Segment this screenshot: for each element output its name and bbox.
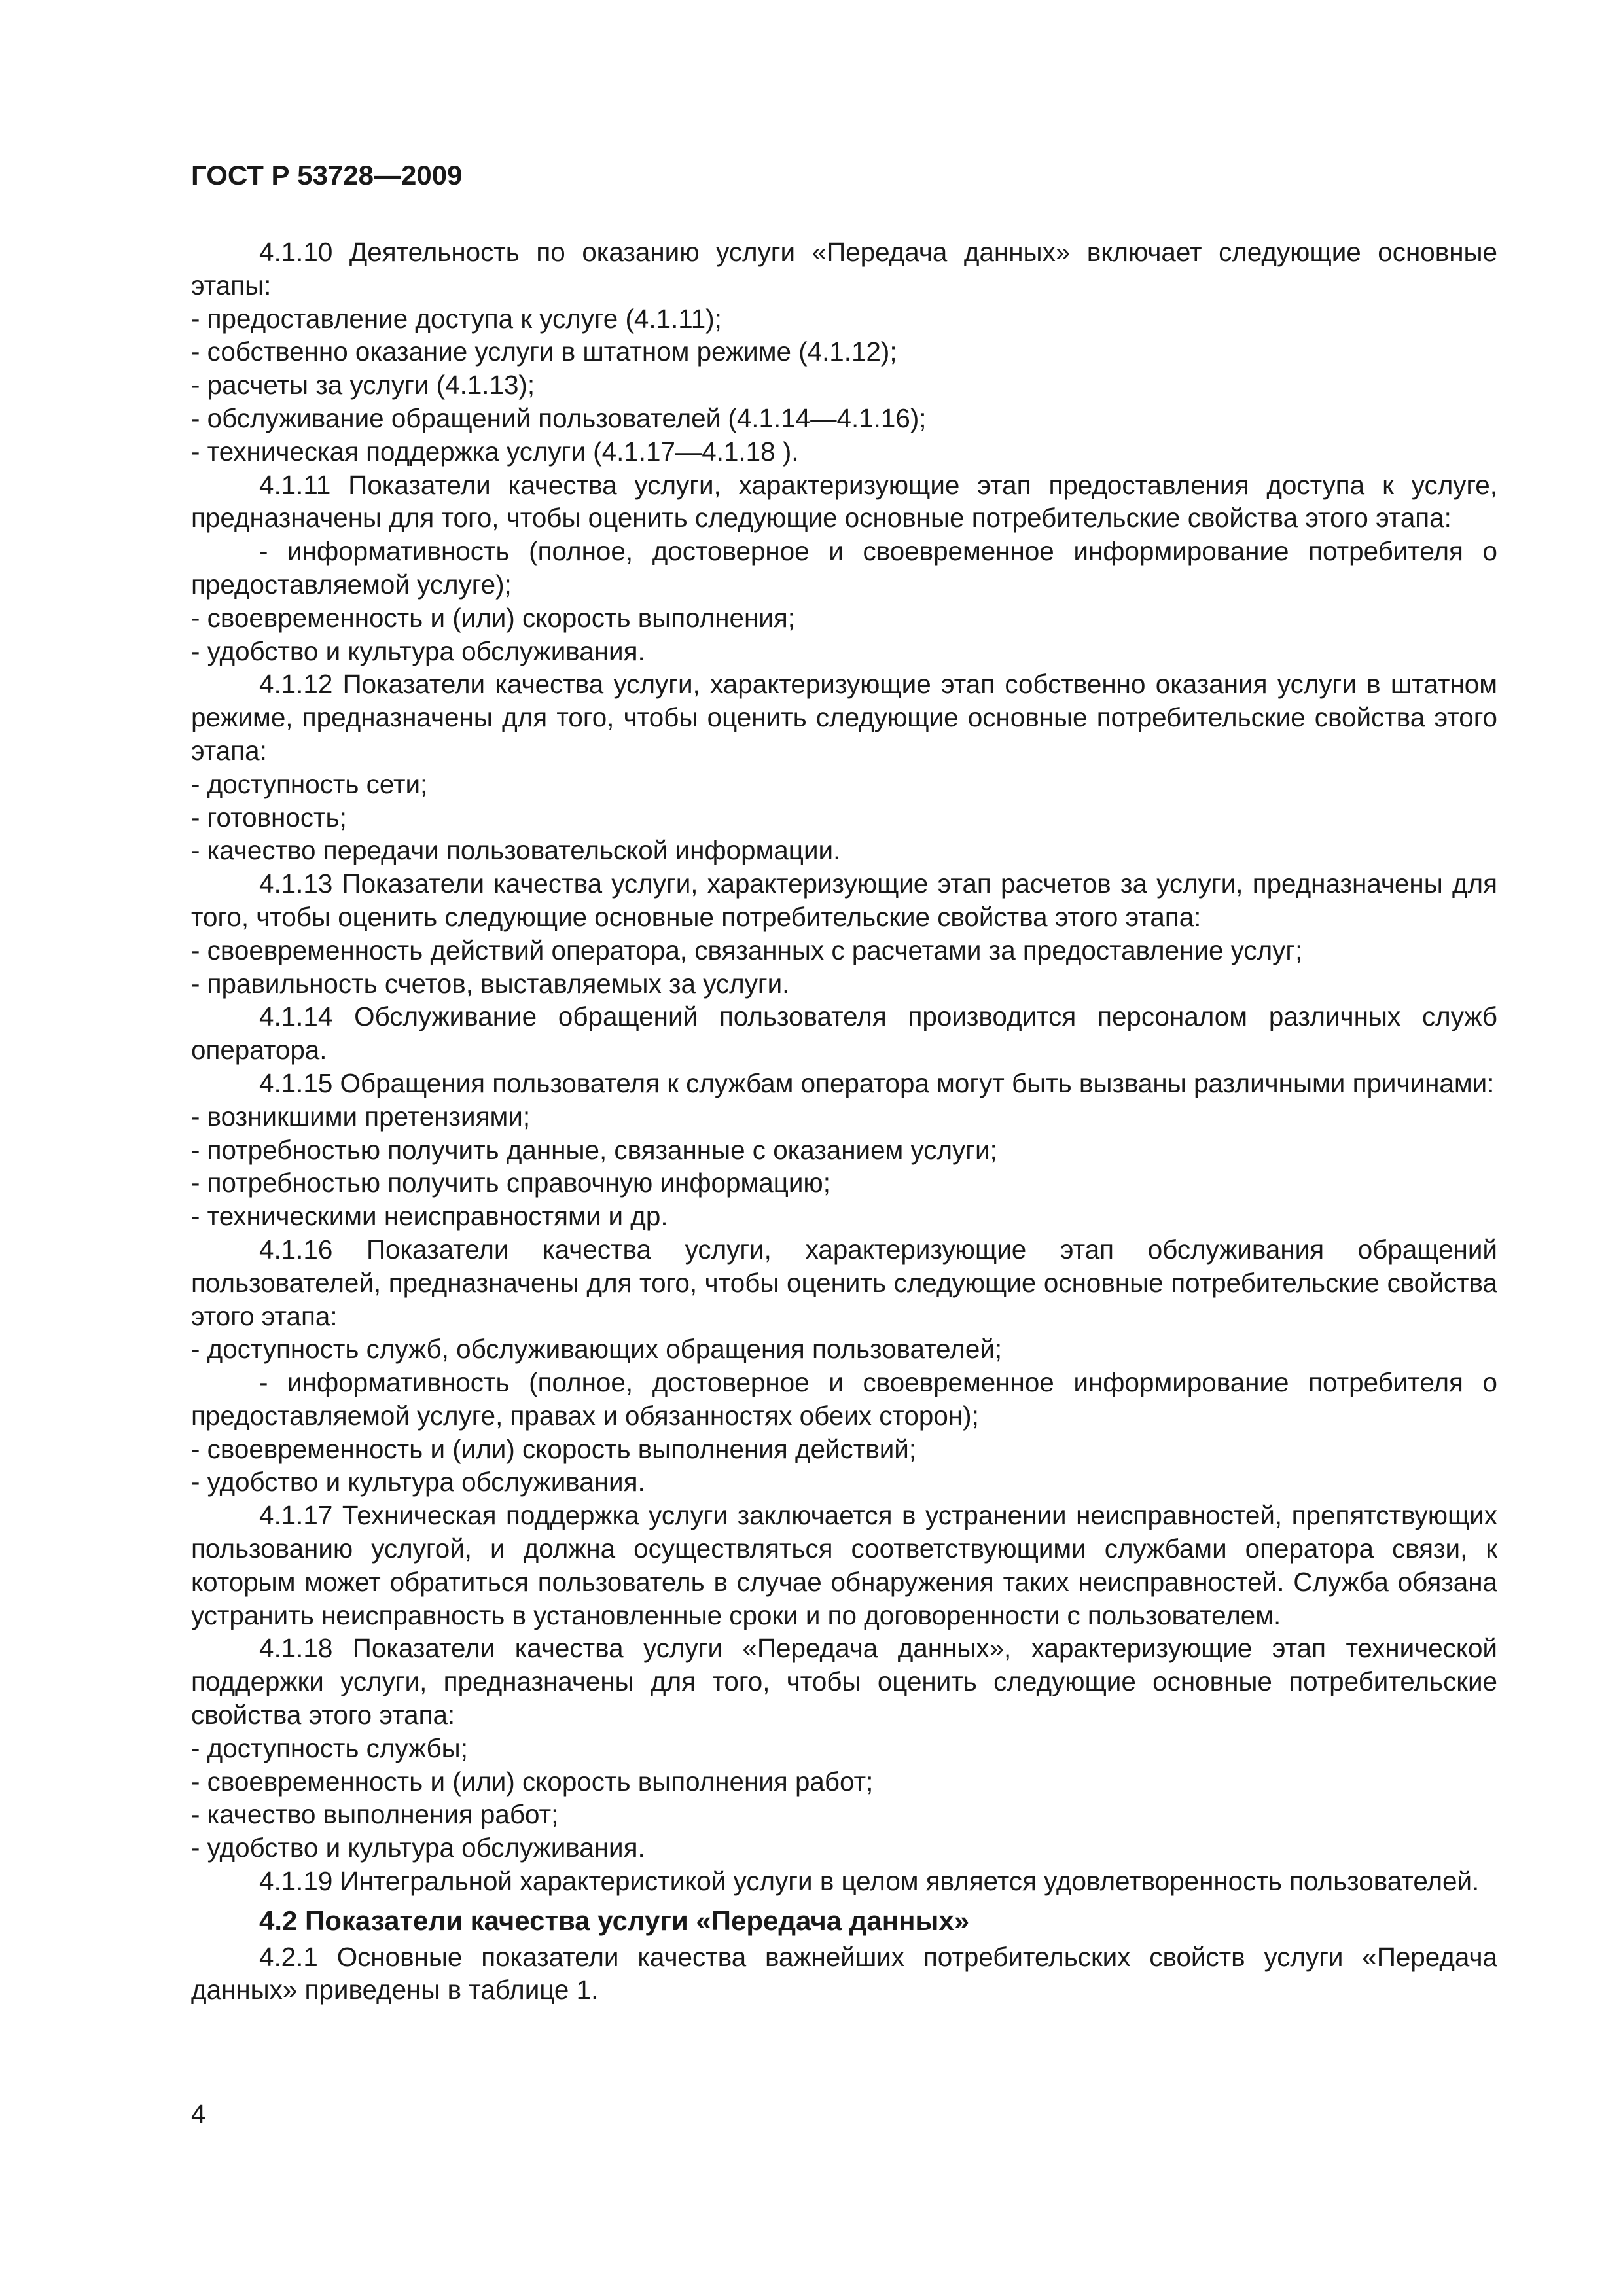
paragraph: 4.1.12 Показатели качества услуги, характеризующие этап собственно оказания услуги в штатном режиме, предназначены для того, чтобы оценить следующие основные потребительские свойства этого этапа: <box>191 669 1497 766</box>
paragraph: 4.1.15 Обращения пользователя к службам оператора могут быть вызваны различными причинами: <box>259 1067 1495 1098</box>
list-item: - обслуживание обращений пользователей (4.1.14—4.1.16); <box>191 403 927 433</box>
list-item: - собственно оказание услуги в штатном режиме (4.1.12); <box>191 336 897 367</box>
list-item: - правильность счетов, выставляемых за услуги. <box>191 968 790 999</box>
paragraph: 4.1.16 Показатели качества услуги, характеризующие этап обслуживания обращений пользователей, предназначены для того, чтобы оценить следующие основные потребительские свойства этого этапа: <box>191 1234 1497 1331</box>
list-item: - возникшими претензиями; <box>191 1101 531 1132</box>
list-item: - потребностью получить данные, связанные с оказанием услуги; <box>191 1134 997 1165</box>
list-item: - доступность служб, обслуживающих обращения пользователей; <box>191 1334 1003 1365</box>
list-item: - своевременность и (или) скорость выполнения; <box>191 602 795 633</box>
list-item: - качество передачи пользовательской информации. <box>191 835 841 866</box>
document-header: ГОСТ Р 53728—2009 <box>191 160 463 190</box>
section-heading: 4.2 Показатели качества услуги «Передача данных» <box>259 1905 970 1936</box>
list-item: - доступность службы; <box>191 1732 468 1763</box>
paragraph: 4.1.14 Обслуживание обращений пользователя производится персоналом различных служб оператора. <box>191 1001 1497 1066</box>
list-item: - своевременность и (или) скорость выполнения действий; <box>191 1433 917 1464</box>
list-item: - своевременность и (или) скорость выполнения работ; <box>191 1766 874 1797</box>
paragraph: 4.1.17 Техническая поддержка услуги заключается в устранении неисправностей, препятствующих пользованию услугой, и должна осуществляться соответствующими службами оператора связи, к которым может обратиться пользователь в случае обнаружения таких неисправностей. Служба обязана устранить неисправность в установленные сроки и по договоренности с пользователем. <box>191 1500 1497 1630</box>
paragraph: - информативность (полное, достоверное и своевременное информирование потребителя о предоставляемой услуге); <box>191 536 1497 600</box>
document-body <box>191 236 1497 2007</box>
list-item: - удобство и культура обслуживания. <box>191 636 645 666</box>
list-item: - техническими неисправностями и др. <box>191 1201 668 1232</box>
list-item: - своевременность действий оператора, связанных с расчетами за предоставление услуг; <box>191 935 1303 965</box>
paragraph: 4.1.10 Деятельность по оказанию услуги «Передача данных» включает следующие основные этапы: <box>191 237 1497 300</box>
list-item: - качество выполнения работ; <box>191 1799 559 1830</box>
list-item: - расчеты за услуги (4.1.13); <box>191 370 535 401</box>
list-item: - предоставление доступа к услуге (4.1.11); <box>191 303 722 334</box>
paragraph: - информативность (полное, достоверное и своевременное информирование потребителя о предоставляемой услуге, правах и обязанностях обеих сторон); <box>191 1367 1497 1431</box>
list-item: - удобство и культура обслуживания. <box>191 1467 645 1498</box>
page-number: 4 <box>191 2100 206 2128</box>
paragraph: 4.1.11 Показатели качества услуги, характеризующие этап предоставления доступа к услуге, предназначены для того, чтобы оценить следующие основные потребительские свойства этого этапа: <box>191 469 1497 533</box>
paragraph: 4.1.18 Показатели качества услуги «Передача данных», характеризующие этап технической поддержки услуги, предназначены для того, чтобы оценить следующие основные потребительские свойства этого этапа: <box>191 1633 1497 1731</box>
paragraph: 4.2.1 Основные показатели качества важнейших потребительских свойств услуги «Передача данных» приведены в таблице 1. <box>191 1941 1497 2005</box>
list-item: - удобство и культура обслуживания. <box>191 1833 645 1863</box>
paragraph: 4.1.19 Интегральной характеристикой услуги в целом является удовлетворенность пользователей. <box>259 1866 1480 1897</box>
list-item: - доступность сети; <box>191 768 428 799</box>
paragraph: 4.1.13 Показатели качества услуги, характеризующие этап расчетов за услуги, предназначены для того, чтобы оценить следующие основные потребительские свойства этого этапа: <box>191 869 1497 932</box>
list-item: - техническая поддержка услуги (4.1.17—4.1.18 ). <box>191 436 799 467</box>
list-item: - потребностью получить справочную информацию; <box>191 1168 830 1198</box>
list-item: - готовность; <box>191 802 347 833</box>
